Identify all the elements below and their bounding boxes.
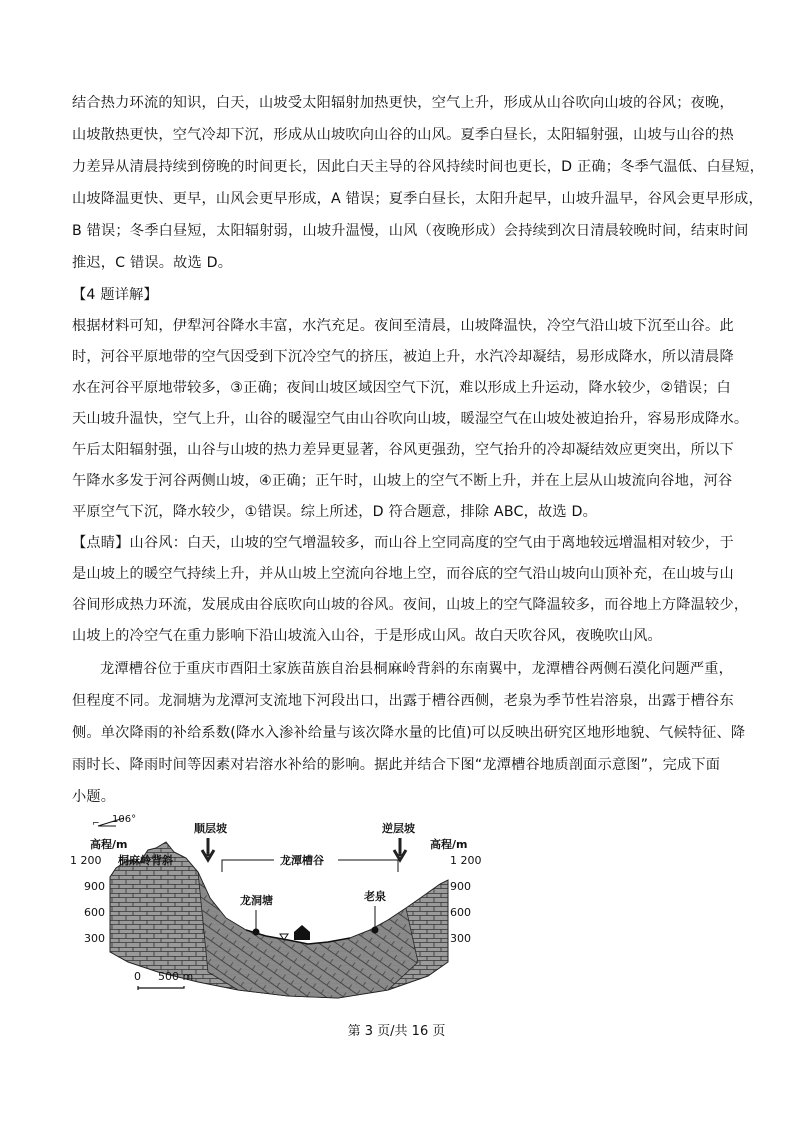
text-line: 小题。: [72, 789, 116, 805]
profile-diagram: [70, 812, 498, 1002]
anticline-label: 桐麻岭背斜: [118, 854, 173, 867]
arrow-down-right-icon: [394, 838, 406, 860]
tip-line: 【点睛】山谷风：白天，山坡的空气增温较多，而山谷上空同高度的空气由于离地较远增温相对较少，于: [72, 535, 734, 551]
house-icon: [294, 925, 310, 940]
elevation-left-title: 高程/m: [90, 838, 128, 851]
tick-left-600: 600: [84, 906, 105, 919]
tick-right-300: 300: [450, 932, 471, 945]
section-heading: 【4 题详解】: [72, 287, 158, 303]
text-line: B 错误；冬季白昼短，太阳辐射弱，山坡升温慢，山风（夜晚形成）会持续到次日清晨较晚时间，结束时间: [72, 223, 749, 239]
spring-right-label: 老泉: [364, 890, 386, 903]
elevation-right-title: 高程/m: [430, 838, 468, 851]
text-line: 结合热力环流的知识，白天，山坡受太阳辐射加热更快，空气上升，形成从山谷吹向山坡的谷风；夜晚，: [72, 95, 734, 111]
tick-right-1200: 1 200: [450, 854, 482, 867]
spring-left-label: 龙洞塘: [240, 894, 273, 907]
tick-right-900: 900: [450, 880, 471, 893]
text-line: 侧。单次降雨的补给系数(降水入渗补给量与该次降水量的比值)可以反映出研究区地形地貌、气候特征、降: [72, 725, 746, 741]
text-line: 午后太阳辐射强，山谷与山坡的热力差异更显著，谷风更强劲，空气抬升的冷却凝结效应更突出，所以下: [72, 442, 734, 458]
scale-bar: [138, 986, 184, 990]
strike-icon: ⌐: [92, 819, 100, 829]
scale-zero: 0: [134, 970, 141, 983]
tick-left-300: 300: [84, 932, 105, 945]
text-line: 龙潭槽谷位于重庆市酉阳土家族苗族自治县桐麻岭背斜的东南翼中，龙潭槽谷两侧石漠化问题严重，: [100, 661, 734, 677]
text-line: 山坡降温更快、更早，山风会更早形成，A 错误；夏季白昼长，太阳升起早，山坡升温早，谷风会更早形成，: [72, 191, 763, 207]
text-line: 谷间形成热力环流，发展成由谷底吹向山坡的谷风。夜间，山坡上的空气降温较多，而谷地上方降温较少，: [72, 597, 749, 613]
slope-right-label: 逆层坡: [382, 822, 415, 835]
text-line: 平原空气下沉，降水较少，①错误。综上所述，D 符合题意，排除 ABC，故选 D。: [72, 504, 598, 520]
scale-500: 500 m: [158, 970, 194, 983]
text-line: 山坡散热更快，空气冷却下沉，形成从山坡吹向山谷的山风。夏季白昼长，太阳辐射强，山坡与山谷的热: [72, 127, 734, 143]
spring-left-marker: [253, 929, 260, 936]
geologic-profile-figure: [70, 812, 498, 1002]
text-line: 山坡上的冷空气在重力影响下沿山坡流入山谷，于是形成山风。故白天吹谷风，夜晚吹山风。: [72, 628, 662, 644]
arrow-down-left-icon: [202, 838, 214, 860]
tick-left-900: 900: [84, 880, 105, 893]
text-line: 推迟，C 错误。故选 D。: [72, 255, 233, 271]
angle-label: 106°: [112, 814, 137, 825]
text-line: 是山坡上的暖空气持续上升，并从山坡上空流向谷地上空，而谷底的空气沿山坡向山顶补充，在山坡与山: [72, 566, 734, 582]
tick-left-1200: 1 200: [70, 854, 102, 867]
text-line: 水在河谷平原地带较多，③正确；夜间山坡区域因空气下沉，难以形成上升运动，降水较少，②错误；白: [72, 380, 731, 396]
text-line: 力差异从清晨持续到傍晚的时间更长，因此白天主导的谷风持续时间也更长，D 正确；冬季气温低、白昼短，: [72, 159, 765, 175]
slope-left-label: 顺层坡: [194, 822, 227, 835]
text-line: 午降水多发于河谷两侧山坡，④正确；正午时，山坡上的空气不断上升，并在上层从山坡流向谷地，河谷: [72, 473, 733, 489]
spring-right-marker: [372, 927, 379, 934]
text-line: 但程度不同。龙洞塘为龙潭河支流地下河段出口，出露于槽谷西侧，老泉为季节性岩溶泉，出露于槽谷东: [72, 693, 734, 709]
text-line: 根据材料可知，伊犁河谷降水丰富，水汽充足。夜间至清晨，山坡降温快，冷空气沿山坡下沉至山谷。此: [72, 318, 734, 334]
text-line: 雨时长、降雨时间等因素对岩溶水补给的影响。据此并结合下图“龙潭槽谷地质剖面示意图”，完成下面: [72, 757, 721, 773]
text-line: 时，河谷平原地带的空气因受到下沉冷空气的挤压，被迫上升，水汽冷却凝结，易形成降水，所以清晨降: [72, 349, 734, 365]
valley-label: 龙潭槽谷: [280, 854, 324, 867]
page-footer: 第 3 页/共 16 页: [347, 1024, 446, 1039]
text-line: 天山坡升温快，空气上升，山谷的暖湿空气由山谷吹向山坡，暖湿空气在山坡处被迫抬升，容易形成降水。: [72, 411, 749, 427]
tick-right-600: 600: [450, 906, 471, 919]
